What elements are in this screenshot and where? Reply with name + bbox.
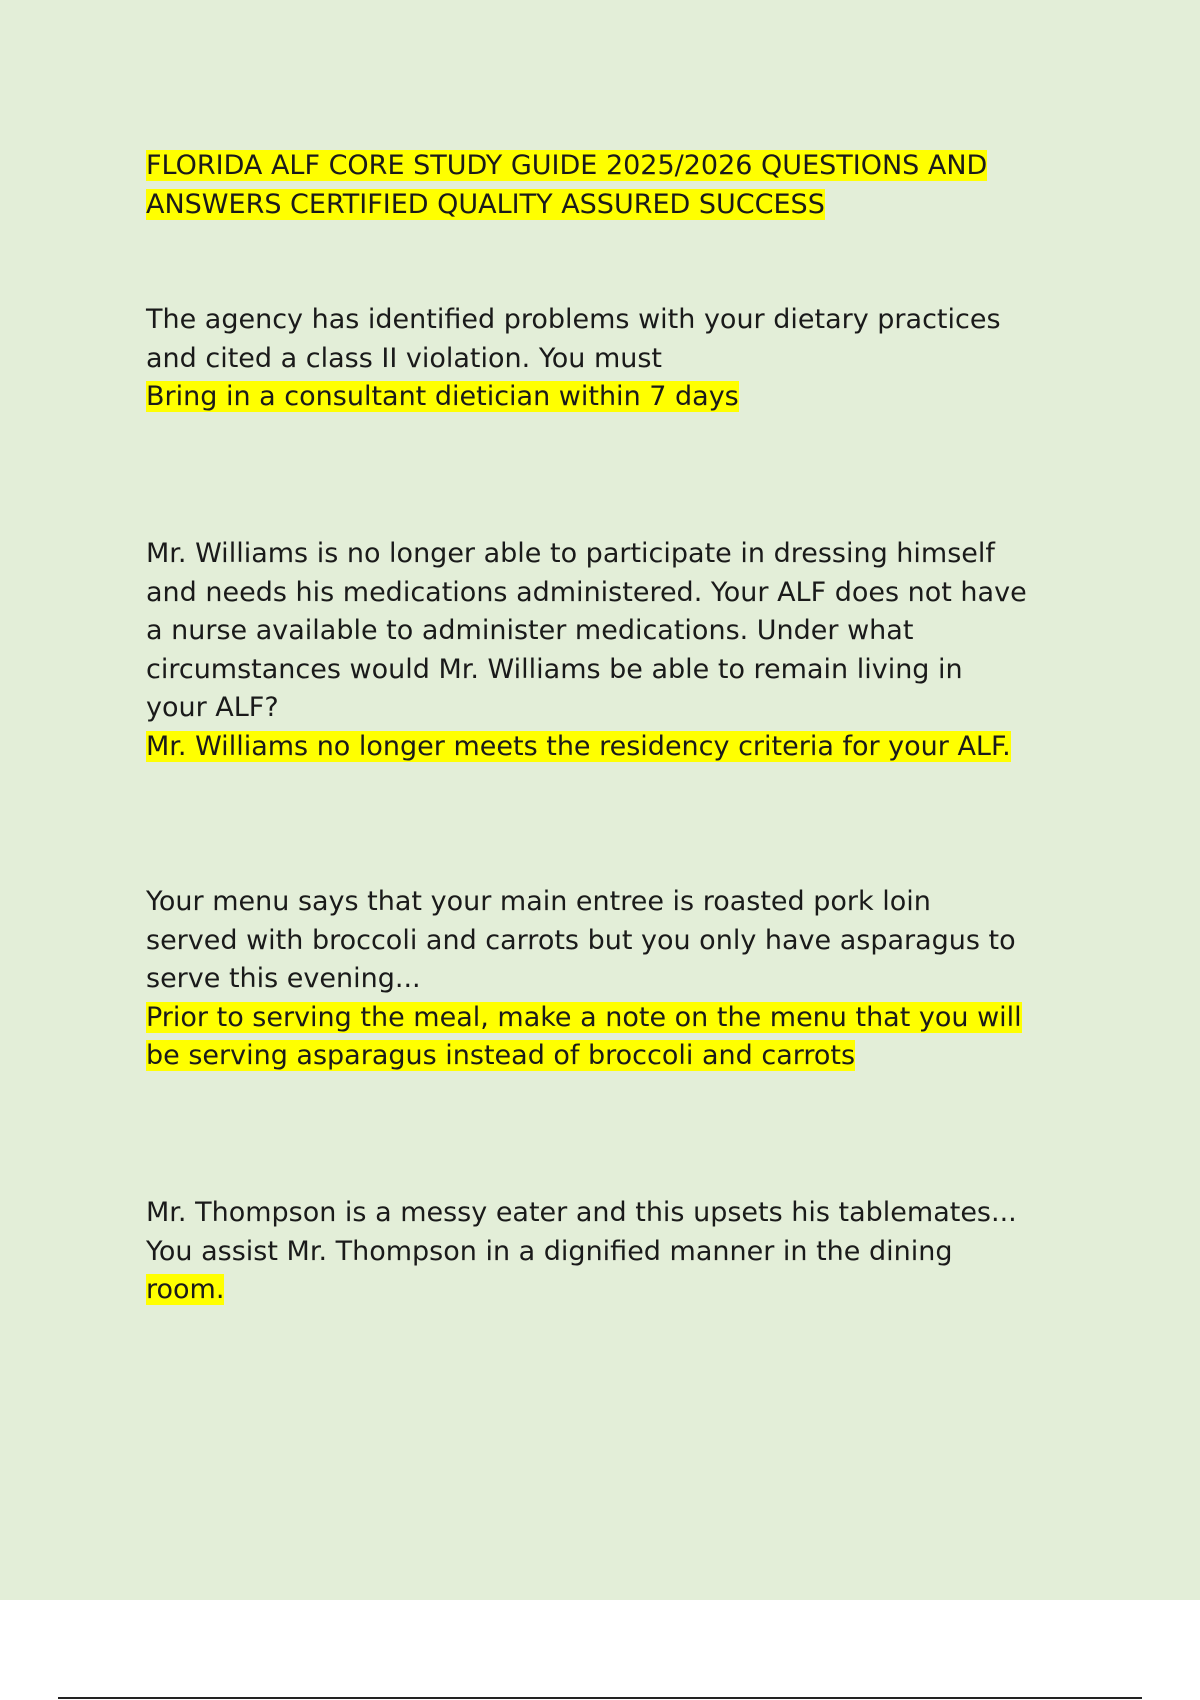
question-line: circumstances would Mr. Williams be able to remain living in (146, 653, 963, 685)
answer-line: Mr. Williams no longer meets the residency criteria for your ALF. (146, 730, 1011, 762)
answer-line: be serving asparagus instead of broccoli and carrots (146, 1040, 856, 1071)
question-line: serve this evening... (146, 963, 421, 994)
question-line: your ALF? (146, 692, 279, 723)
question-line: and cited a class II violation. You must (146, 342, 663, 374)
question-line: The agency has identified problems with your dietary practices (146, 304, 1001, 335)
question-line: You assist Mr. Thompson in a dignified manner in the dining (146, 1235, 953, 1267)
qa-item-4 (146, 1194, 1086, 1310)
question-line: Mr. Williams is no longer able to participate in dressing himself (146, 538, 995, 569)
answer-line: Prior to serving the meal, make a note on the menu that you will (146, 1001, 1022, 1033)
question-line: Mr. Thompson is a messy eater and this upsets his tablemates... (146, 1197, 1017, 1228)
footer-divider (58, 1697, 1142, 1699)
qa-item-2 (146, 535, 1086, 766)
question-line: served with broccoli and carrots but you only have asparagus to (146, 924, 1016, 956)
question-line: a nurse available to administer medications. Under what (146, 615, 914, 646)
title-line: FLORIDA ALF CORE STUDY GUIDE 2025/2026 QUESTIONS AND (146, 150, 988, 181)
question-line: Your menu says that your main entree is roasted pork loin (146, 886, 931, 917)
qa-item-1 (146, 301, 1086, 417)
answer-line: Bring in a consultant dietician within 7 days (146, 381, 739, 412)
document-title (146, 147, 1086, 224)
answer-line: room. (146, 1274, 225, 1305)
title-line: ANSWERS CERTIFIED QUALITY ASSURED SUCCESS (146, 188, 825, 220)
qa-item-3 (146, 883, 1086, 1076)
question-line: and needs his medications administered. Your ALF does not have (146, 576, 1027, 608)
